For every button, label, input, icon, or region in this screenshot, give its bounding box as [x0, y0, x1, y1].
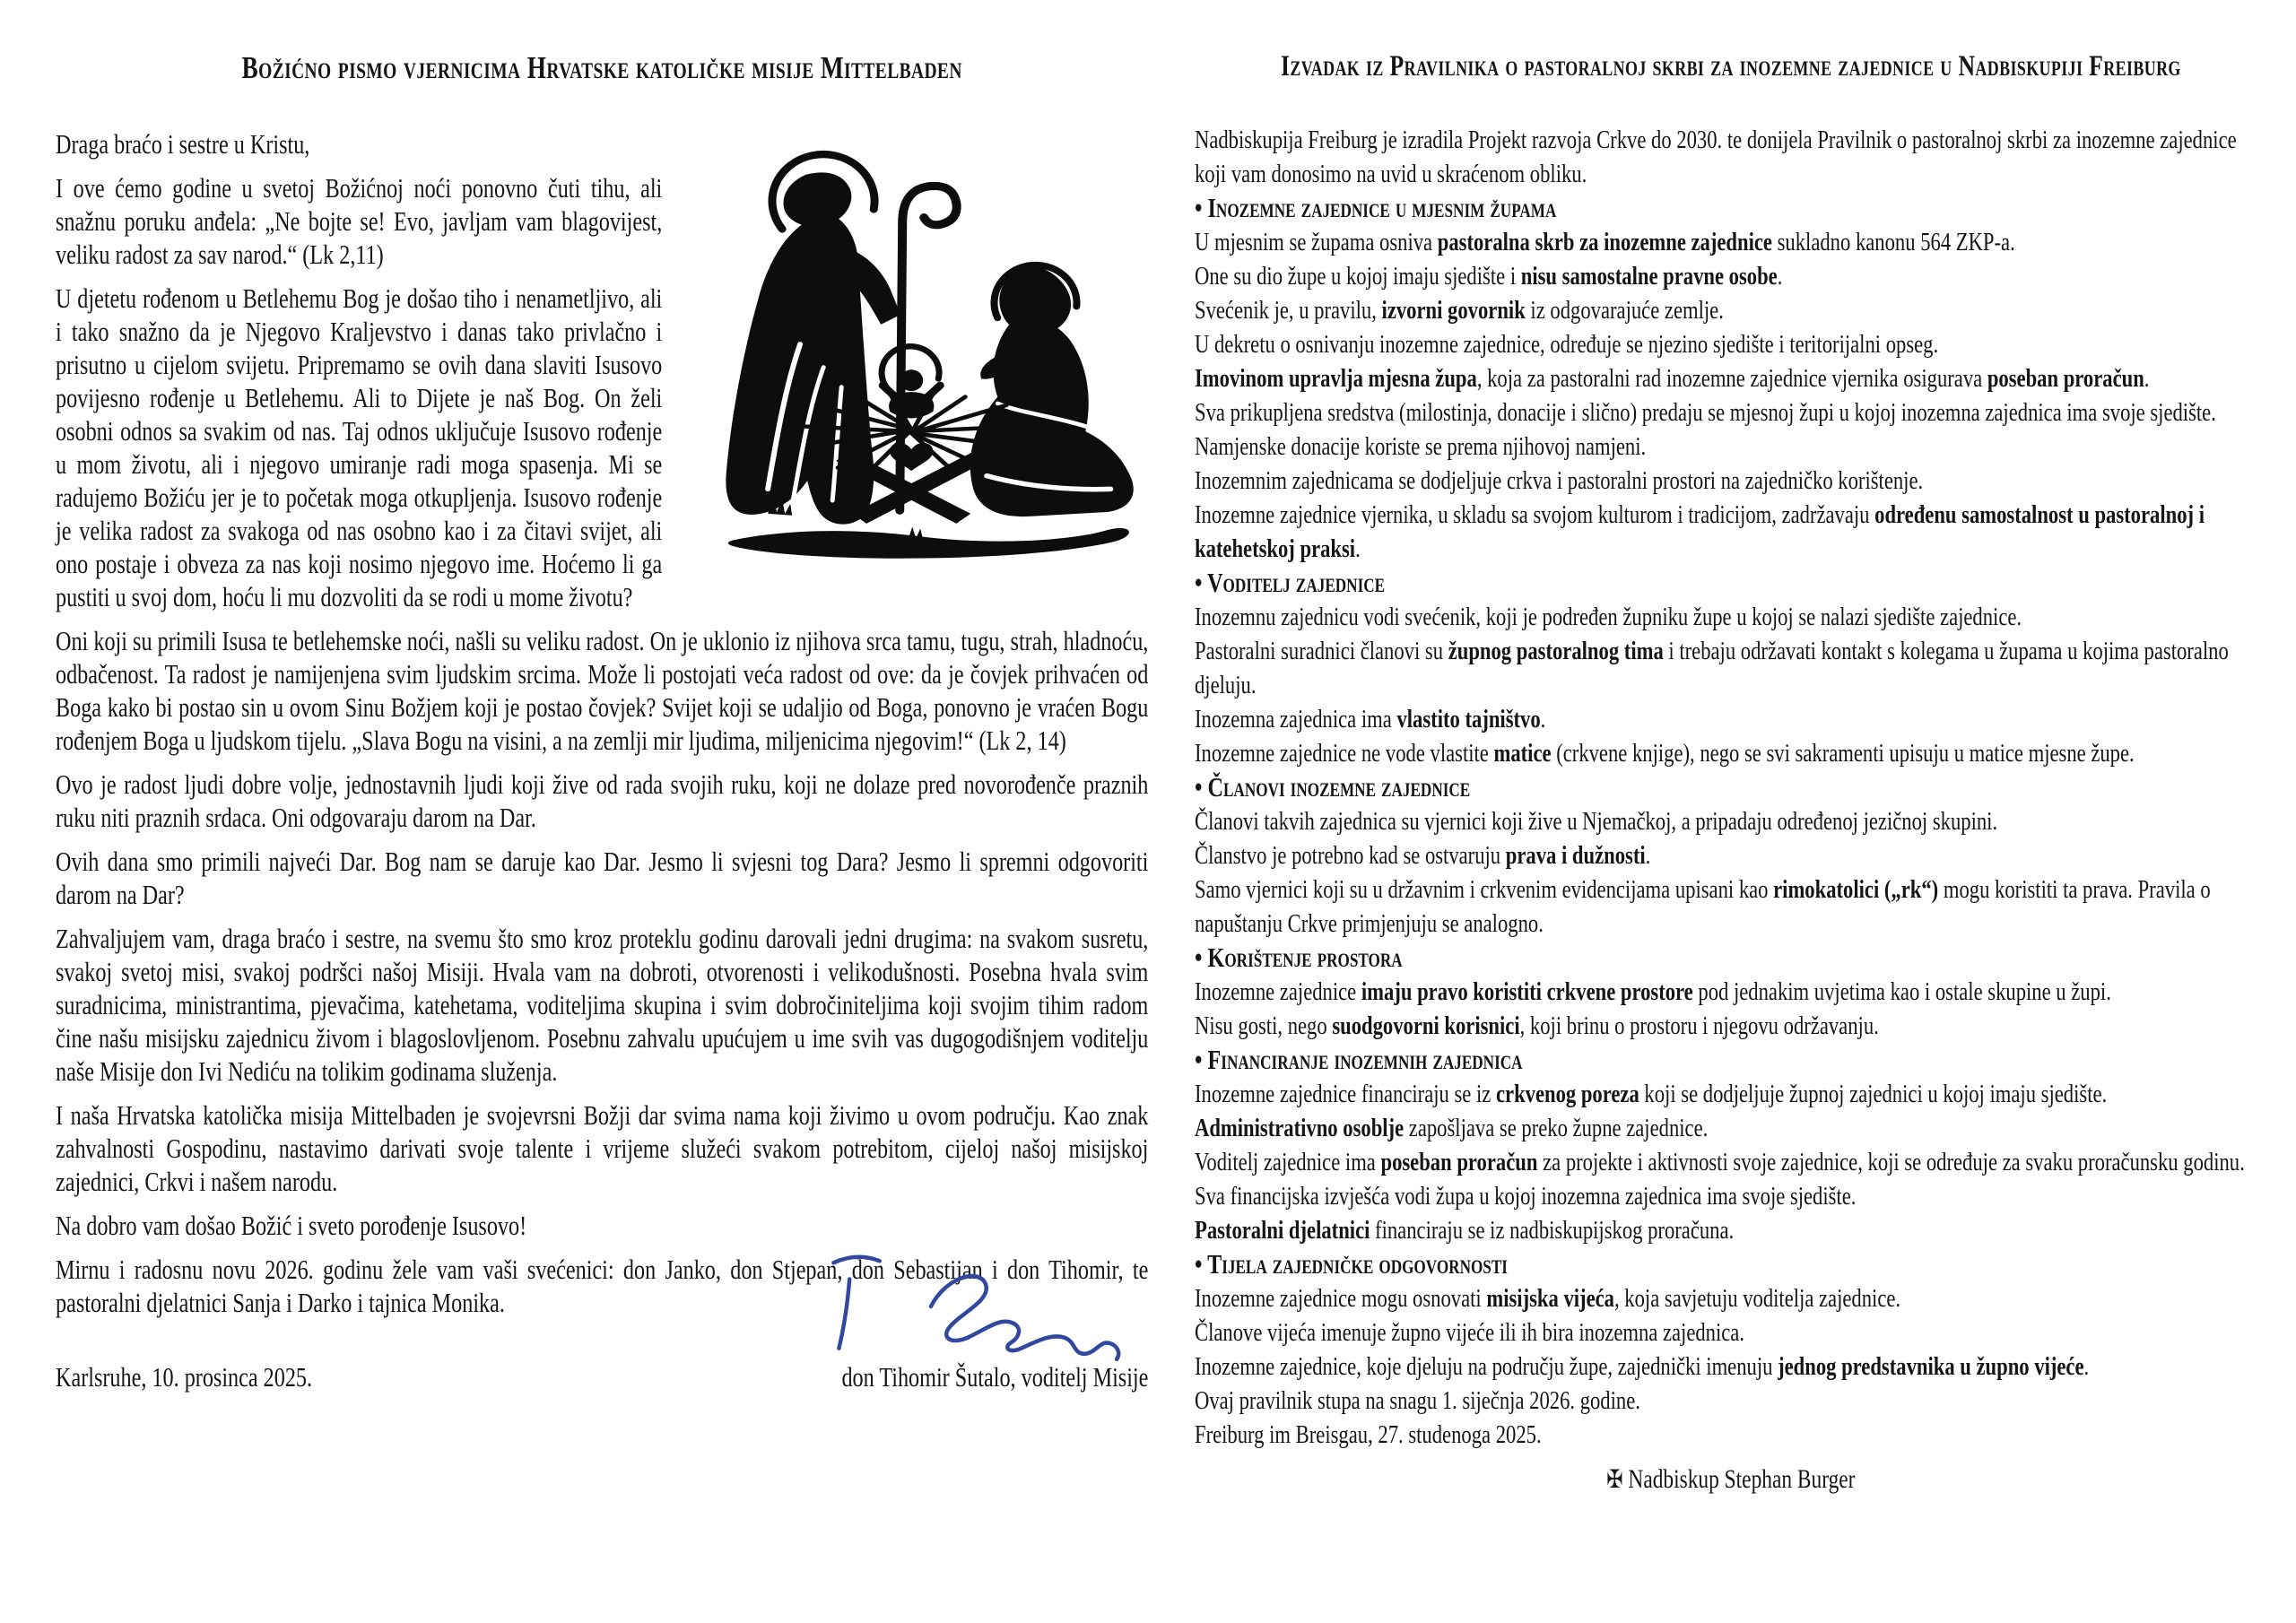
letter-paragraph: I naša Hrvatska katolička misija Mittelbaden je svojevrsni Božji dar svima nama koji živimo u ovom području. Kao znak zahvalnosti Gospodinu, nastavimo darivati svoje talente i vrijeme služeći svakom potrebitom, cijeloj našoj misijskoj zajednici, Crkvi i našem narodu.	[56, 1099, 1149, 1197]
section-heading: • Korištenje prostora	[1195, 942, 1403, 973]
left-page-body	[56, 127, 1148, 1319]
rule-item: U dekretu o osnivanju inozemne zajednice, određuje se njezino sjedište i teritorijalni opseg.	[1195, 330, 1939, 359]
bullet-icon: •	[1195, 771, 1208, 803]
signature-ink	[827, 1248, 1127, 1367]
letter-footer	[56, 1360, 1148, 1393]
salutation: Draga braćo i sestre u Kristu,	[56, 128, 310, 160]
signature-block	[841, 1360, 1148, 1393]
letter-paragraph: U djetetu rođenom u Betlehemu Bog je došao tiho i nenametljivo, ali i tako snažno da je Njegovo Kraljevstvo i danas tako privlačno i prisutno u cijelom svijetu. Pripremamo se ovih dana slaviti Isusovo povijesno rođenje u Betlehemu. Ali to Dijete je naš Bog. On želi osobni odnos sa svakim od nas. Taj odnos uključuje Isusovo rođenje u mom životu, ali i njegovo umiranje radi moga spasenja. Mi se radujemo Božiću jer je to početak moga otkupljenja. Isusovo rođenje je velika radost za svakoga od nas osobno kao i za čitavi svijet, ali ono postaje i obveza za nas koji nosimo njegovo ime. Hoćemo li ga pustiti u svoj dom, hoću li mu dozvoliti da se rodi u mome životu?	[56, 282, 663, 612]
rule-item: Freiburg im Breisgau, 27. studenoga 2025.	[1195, 1420, 1542, 1449]
nativity-illustration	[682, 124, 1148, 572]
letter-paragraph: Zahvaljujem vam, draga braćo i sestre, na svemu što smo kroz proteklu godinu darovali jedni drugima: na svakom susretu, svakoj svetoj misi, svakoj podršci našoj Misiji. Hvala vam na dobroti, otvorenosti i velikodušnosti. Posebna hvala svim suradnicima, ministrantima, pjevačima, katehetama, voditeljima skupina i svim dobročiniteljima koji svojim tihim radom čine našu misijsku zajednicu živom i blagoslovljenom. Posebnu zahvalu upućujem u ime svih vas dugogodišnjem voditelju naše Misije don Ivi Nediću na tolikim godinama služenja.	[56, 923, 1149, 1087]
bullet-icon: •	[1195, 567, 1208, 598]
section-heading: • Inozemne zajednice u mjesnim župama	[1195, 192, 1557, 223]
rule-item: Inozemne zajednice imaju pravo koristiti crkvene prostore pod jednakim uvjetima kao i ostale skupine u župi.	[1195, 977, 2111, 1006]
archbishop-signature-line	[1195, 1464, 2267, 1495]
rule-item: Samo vjernici koji su u državnim i crkvenim evidencijama upisani kao rimokatolici („rk“) mogu koristiti ta prava. Pravila o napuštanju Crkve primjenjuju se analogno.	[1195, 875, 2211, 938]
intro-paragraph: Nadbiskupija Freiburg je izradila Projekt razvoja Crkve do 2030. te donijela Pravilnik o pastoralnoj skrbi za inozemne zajednice koji vam donosimo na uvid u skraćenom obliku.	[1195, 126, 2237, 188]
section-heading: • Tijela zajedničke odgovornosti	[1195, 1248, 1508, 1280]
letter-paragraph: I ove ćemo godine u svetoj Božićnoj noći ponovno čuti tihu, ali snažnu poruku anđela: „Ne bojte se! Evo, javljam vam blagovijest, veliku radost za sav narod.“ (Lk 2,11)	[56, 172, 663, 270]
bullet-icon: •	[1195, 1248, 1208, 1280]
archbishop-name: Nadbiskup Stephan Burger	[1628, 1464, 1856, 1494]
right-page-body	[1195, 123, 2267, 1452]
letter-paragraph: Ovo je radost ljudi dobre volje, jednostavnih ljudi koji žive od rada svojih ruku, koji ne dolaze pred novorođenče praznih ruku niti praznih srdaca. Oni odgovaraju darom na Dar.	[56, 768, 1149, 833]
signatory: don Tihomir Šutalo, voditelj Misije	[841, 1361, 1149, 1393]
letter-paragraph: Mirnu i radosnu novu 2026. godinu žele vam vaši svećenici: don Janko, don Stjepan, don Sebastijan i don Tihomir, te pastoralni djelatnici Sanja i Darko i tajnica Monika.	[56, 1254, 1149, 1318]
rule-item: Administrativno osoblje zapošljava se preko župne zajednice.	[1195, 1114, 1709, 1142]
rule-item: Sva prikupljena sredstva (milostinja, donacije i slično) predaju se mjesnoj župi u kojoj inozemna zajednica ima svoje sjedište. Namjenske donacije koriste se prema njihovoj namjeni.	[1195, 398, 2216, 461]
rule-item: Članovi takvih zajednica su vjernici koji žive u Njemačkoj, a pripadaju određenoj jezičnoj skupini.	[1195, 807, 1998, 836]
right-page-title: Izvadak iz Pravilnika o pastoralnoj skrbi za inozemne zajednice u Nadbiskupiji Freiburg	[1280, 50, 2181, 82]
rule-item: Inozemne zajednice ne vode vlastite matice (crkvene knjige), nego se svi sakramenti upisuju u matice mjesne župe.	[1195, 739, 2135, 768]
rule-item: Imovinom upravlja mjesna župa, koja za pastoralni rad inozemne zajednice vjernika osigurava poseban proračun.	[1195, 364, 2150, 393]
section-heading: • Financiranje inozemnih zajednica	[1195, 1044, 1523, 1075]
left-page	[56, 50, 1148, 1393]
rule-item: U mjesnim se župama osniva pastoralna skrb za inozemne zajednice sukladno kanonu 564 ZKP-a.	[1195, 228, 2015, 256]
rule-item: Inozemne zajednice, koje djeluju na području župe, zajednički imenuju jednog predstavnika u župno vijeće.	[1195, 1352, 2090, 1381]
nativity-scene-image	[682, 124, 1148, 572]
letter-paragraph: Oni koji su primili Isusa te betlehemske noći, našli su veliku radost. On je uklonio iz njihova srca tamu, tugu, strah, hladnoću, odbačenost. Ta radost je namijenjena svim ljudskim srcima. Može li postojati veća radost od ove: da je čovjek prihvaćen od Boga kako bi postao sin u ovom Sinu Božjem koji je postao čovjek? Svijet koji se udaljio od Boga, ponovno je vraćen Bogu rođenjem Boga u ljudskom tijelu. „Slava Bogu na visini, a na zemlji mir ljudima, miljenicima njegovim!“ (Lk 2, 14)	[56, 625, 1149, 756]
rule-item: Inozemne zajednice financiraju se iz crkvenog poreza koji se dodjeljuje župnoj zajednici u kojoj imaju sjedište.	[1195, 1080, 2108, 1108]
dateline: Karlsruhe, 10. prosinca 2025.	[56, 1361, 313, 1393]
letter-paragraph: Na dobro vam došao Božić i sveto porođenje Isusovo!	[56, 1210, 527, 1241]
rule-item: Svećenik je, u pravilu, izvorni govornik iz odgovarajuće zemlje.	[1195, 296, 1724, 325]
rule-item: One su dio župe u kojoj imaju sjedište i nisu samostalne pravne osobe.	[1195, 262, 1783, 291]
rule-item: Sva financijska izvješća vodi župa u kojoj inozemna zajednica ima svoje sjedište.	[1195, 1182, 1857, 1211]
right-page	[1195, 50, 2267, 1495]
section-heading: • Članovi inozemne zajednice	[1195, 771, 1471, 803]
rule-item: Voditelj zajednice ima poseban proračun za projekte i aktivnosti svoje zajednice, koji se određuje za svaku proračunsku godinu.	[1195, 1148, 2245, 1176]
rule-item: Pastoralni suradnici članovi su župnog pastoralnog tima i trebaju održavati kontakt s kolegama u župama u kojima pastoralno djeluju.	[1195, 637, 2229, 699]
rule-item: Inozemne zajednice mogu osnovati misijska vijeća, koja savjetuju voditelja zajednice.	[1195, 1284, 1901, 1313]
bullet-icon: •	[1195, 1044, 1208, 1075]
maltese-cross-icon: ✠	[1606, 1464, 1623, 1494]
bullet-icon: •	[1195, 942, 1208, 973]
left-page-title: Božićno pismo vjernicima Hrvatske katoličke misije Mittelbaden	[241, 50, 962, 85]
section-heading: • Voditelj zajednice	[1195, 567, 1386, 598]
rule-item: Ovaj pravilnik stupa na snagu 1. siječnja 2026. godine.	[1195, 1386, 1640, 1415]
rule-item: Pastoralni djelatnici financiraju se iz nadbiskupijskog proračuna.	[1195, 1216, 1735, 1245]
rule-item: Članove vijeća imenuje župno vijeće ili ih bira inozemna zajednica.	[1195, 1318, 1745, 1347]
rule-item: Inozemnim zajednicama se dodjeljuje crkva i pastoralni prostori na zajedničko korištenje.	[1195, 466, 1924, 495]
rule-item: Inozemna zajednica ima vlastito tajništvo.	[1195, 705, 1546, 733]
bullet-icon: •	[1195, 192, 1208, 223]
rule-item: Nisu gosti, nego suodgovorni korisnici, koji brinu o prostoru i njegovu održavanju.	[1195, 1011, 1879, 1040]
letter-paragraph: Ovih dana smo primili najveći Dar. Bog nam se daruje kao Dar. Jesmo li svjesni tog Dara? Jesmo li spremni odgovoriti darom na Dar?	[56, 846, 1149, 910]
rule-item: Članstvo je potrebno kad se ostvaruju prava i dužnosti.	[1195, 841, 1651, 870]
rule-item: Inozemnu zajednicu vodi svećenik, koji je podređen župniku župe u kojoj se nalazi sjedište zajednice.	[1195, 603, 2022, 631]
rule-item: Inozemne zajednice vjernika, u skladu sa svojom kulturom i tradicijom, zadržavaju određenu samostalnost u pastoralnoj i katehetskoj praksi.	[1195, 500, 2205, 563]
